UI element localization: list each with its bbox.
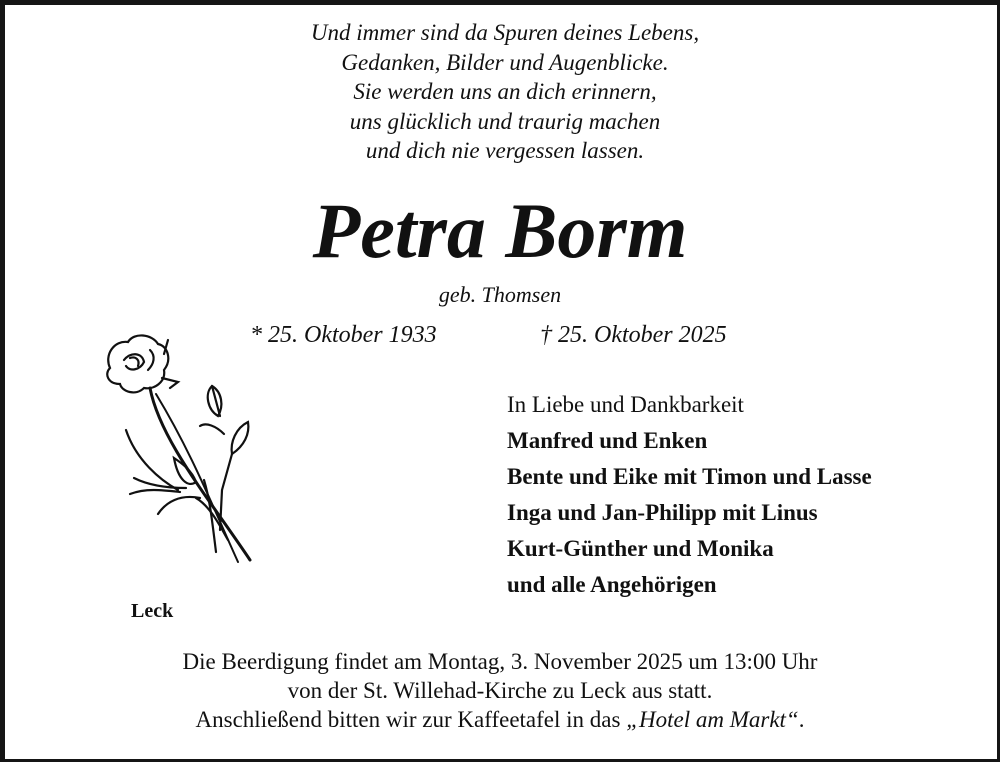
family-member: Bente und Eike mit Timon und Lasse: [507, 464, 872, 489]
poem-line: Und immer sind da Spuren deines Lebens,: [310, 20, 700, 45]
funeral-line3-text: Anschließend bitten wir zur Kaffeetafel in das: [195, 707, 627, 732]
venue-name: „Hotel am Markt“: [626, 707, 799, 732]
place: Leck: [131, 600, 174, 622]
death-date: † 25. Oktober 2025: [540, 322, 727, 348]
funeral-line: Die Beerdigung findet am Montag, 3. November 2025 um 13:00 Uhr: [182, 649, 818, 674]
deceased-name: Petra Borm: [312, 187, 688, 274]
family-member: Manfred und Enken: [507, 428, 708, 453]
family-member: und alle Angehörigen: [507, 572, 717, 597]
poem: [0, 18, 1000, 166]
poem-line: Gedanken, Bilder und Augenblicke.: [341, 49, 669, 75]
birth-date: * 25. Oktober 1933: [250, 322, 437, 348]
family-intro: In Liebe und Dankbarkeit: [507, 392, 744, 417]
family-member: Kurt-Günther und Monika: [507, 536, 774, 561]
poem-line: Sie werden uns an dich erinnern,: [353, 79, 657, 104]
funeral-line: [0, 705, 1000, 734]
funeral-info: [0, 647, 1000, 734]
funeral-line: von der St. Willehad-Kirche zu Leck aus statt.: [287, 678, 713, 703]
family-member: Inga und Jan-Philipp mit Linus: [507, 500, 818, 525]
poem-line: und dich nie vergessen lassen.: [365, 138, 645, 163]
birth-name: geb. Thomsen: [438, 282, 562, 307]
funeral-line3-end: .: [798, 707, 805, 732]
rose-icon: [100, 330, 270, 570]
family-signatures: [507, 387, 872, 603]
poem-line: uns glücklich und traurig machen: [349, 108, 661, 134]
